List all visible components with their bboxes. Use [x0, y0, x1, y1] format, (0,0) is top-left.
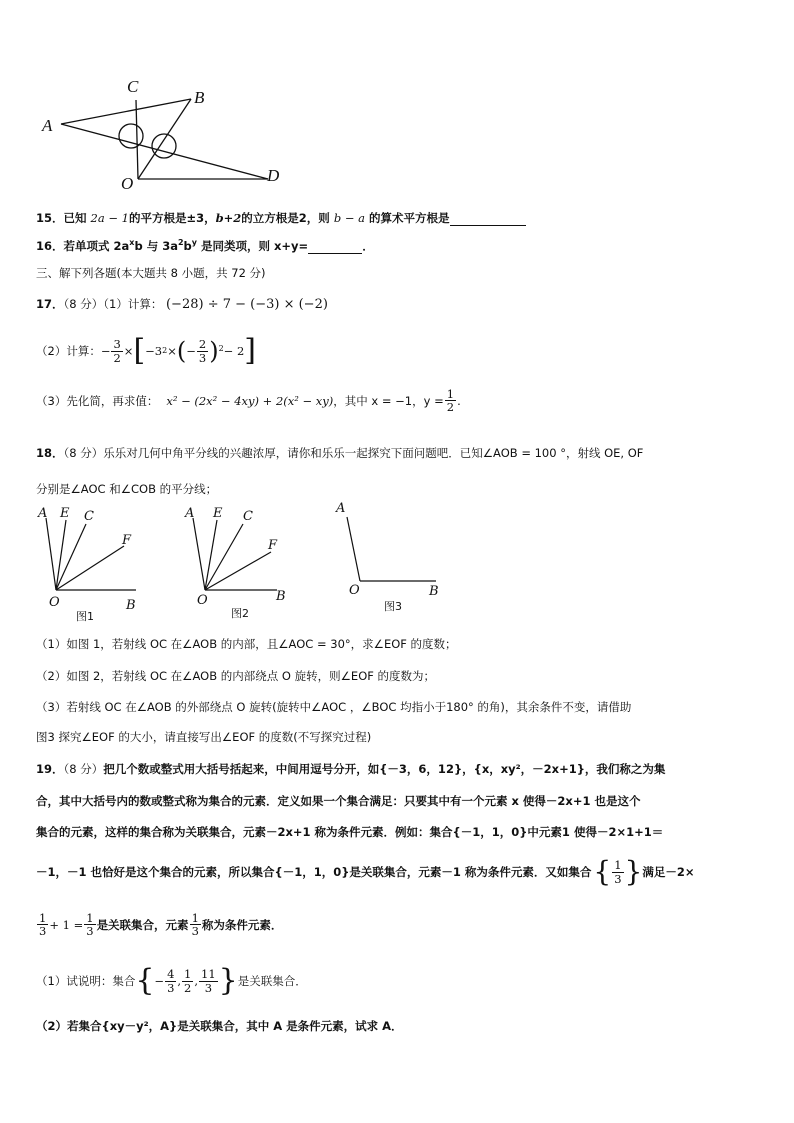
question-16: [36, 238, 374, 254]
q19-p1-comma-1: ,: [177, 974, 182, 988]
question-18-intro-2: 分别是∠AOC 和∠COB 的平分线；: [36, 482, 218, 496]
q17-p2-times: ×: [123, 344, 134, 358]
q15-number: 15．: [36, 211, 64, 225]
fig2-label-B: B: [276, 589, 286, 604]
q19-p1-label: （1）试说明：集合: [36, 974, 136, 988]
q17-p2-minus-2: −: [186, 344, 196, 358]
q19-p1-end: 是关联集合．: [237, 974, 307, 988]
fig2-label-O: O: [197, 593, 208, 608]
question-17-part-1: [36, 296, 328, 312]
q18-part-2-text: （2）如图 2，若射线 OC 在∠AOB 的内部绕点 O 旋转，则∠EOF 的度数为；: [36, 669, 436, 683]
q19-part-1: [36, 963, 307, 998]
q15-text-4: 的算术平方根是: [369, 211, 450, 225]
q15-expr-2: b+2: [215, 211, 242, 225]
fig1-label-B: B: [126, 598, 136, 613]
fig1-label-F: F: [122, 533, 132, 548]
q19-l4-brace-open: {: [593, 855, 612, 888]
q16-text-3: b: [183, 239, 192, 253]
q16-sup-1: x: [129, 238, 135, 248]
q19-line-4: [36, 855, 695, 888]
fig2-label-A: A: [185, 506, 195, 521]
q18-intro-text: 乐乐对几何中角平分线的兴趣浓厚，请你和乐乐一起探究下面问题吧．已知∠AOB = 100 °，射线 OE, OF: [103, 446, 644, 460]
fig1-label-E: E: [60, 506, 70, 521]
q18-number: 18．: [36, 446, 64, 460]
q18-figure-2: [185, 508, 295, 598]
q17-number: 17．: [36, 297, 64, 311]
q17-p2-label: （2）计算：: [36, 344, 101, 358]
fig2-label-C: C: [243, 509, 253, 524]
question-17-part-2: [36, 333, 256, 368]
fig2-label-F: F: [268, 538, 278, 553]
q19-line-3: 集合的元素，这样的集合称为关联集合，元素－2x+1 称为条件元素．例如：集合{－1，1，0}中元素1 使得－2×1+1＝: [36, 825, 664, 839]
q17-p3-fraction: $\frac{1}{2}$: [446, 387, 455, 415]
q19-line-5: [36, 912, 282, 937]
fig3-caption: 图3: [384, 600, 402, 613]
q18-part-3a: （3）若射线 OC 在∠AOB 的外部绕点 O 旋转(旋转中∠AOC ，∠BOC 均指小于180° 的角)，其余条件不变，请借助: [36, 700, 632, 714]
q17-p2-paren-open: (: [176, 337, 187, 365]
q17-p3-end: .: [457, 393, 461, 408]
top-label-O: O: [121, 174, 134, 193]
q17-p1-label: （1）计算：: [103, 297, 163, 311]
q15-answer-blank[interactable]: [450, 213, 526, 226]
top-label-D: D: [267, 166, 280, 185]
q16-text-4: 是同类项，则 x+y=: [197, 239, 309, 253]
q17-p2-bracket-close: ]: [244, 333, 256, 368]
q18-part-1: （1）如图 1，若射线 OC 在∠AOB 的内部，且∠AOC = 30°，求∠EOF 的度数；: [36, 637, 457, 651]
q19-line-4-end: 满足－2×: [642, 865, 695, 879]
q17-p1-expression: (−28) ÷ 7 − (−3) × (−2): [165, 297, 328, 312]
q19-number: 19．: [36, 762, 64, 776]
q17-score: （8 分）: [63, 297, 104, 311]
q19-l5-mid: + 1 =: [49, 917, 84, 932]
q17-p3-label: （3）先化简，再求值：: [36, 393, 159, 408]
q19-line-1: [36, 761, 665, 777]
q17-p2-term-exp: 2: [162, 346, 168, 355]
top-label-A: A: [42, 116, 53, 135]
q17-p2-fraction-1: $\frac{3}{2}$: [113, 337, 121, 365]
question-17-part-3: [36, 388, 461, 413]
fig1-label-O: O: [49, 595, 60, 610]
q17-p2-term: −3: [145, 344, 163, 358]
q16-sup-2: 2: [177, 238, 184, 248]
q19-p1-comma-2: ,: [194, 974, 199, 988]
q19-p1-brace-close: }: [218, 963, 238, 998]
q18-part-2: [36, 668, 435, 684]
section-3-heading: 三、解下列各题(本大题共 8 小题，共 72 分): [36, 266, 266, 280]
q17-p3-expression: x² − (2x² − 4xy) + 2(x² − xy): [166, 393, 334, 408]
q16-sup-3: y: [191, 238, 197, 248]
fig1-label-C: C: [84, 509, 94, 524]
q19-l5-fraction-1: $\frac{1}{3}$: [39, 911, 47, 939]
q17-p2-fraction-2: $\frac{2}{3}$: [198, 337, 207, 365]
q19-l5-fraction-2: $\frac{1}{3}$: [86, 911, 94, 939]
q19-l4-fraction: $\frac{1}{3}$: [614, 858, 622, 886]
fig1-caption: 图1: [76, 610, 94, 623]
q16-end: ．: [362, 239, 374, 253]
q19-line-1-text: 把几个数或整式用大括号括起来，中间用逗号分开，如{－3，6，12}，{x，xy²，－2x+1}，我们称之为集: [103, 762, 666, 776]
q19-line-2: 合，其中大括号内的数或整式称为集合的元素．定义如果一个集合满足：只要其中有一个元素 x 使得－2x+1 也是这个: [36, 794, 641, 808]
q17-p2-minus: −: [100, 344, 111, 358]
q19-p1-fraction-1: $\frac{4}{3}$: [167, 967, 175, 995]
q17-p2-bracket-open: [: [133, 333, 146, 368]
q16-text-1: 若单项式 2a: [63, 239, 130, 253]
q19-p2-text: （2）若集合{xy－y²，A}是关联集合，其中 A 是条件元素，试求 A．: [36, 1019, 403, 1033]
fig3-label-A: A: [336, 501, 346, 516]
q17-p2-minus-two: − 2: [223, 344, 245, 358]
q15-text-1: 已知: [63, 211, 87, 225]
q17-p2-paren-close: ): [209, 337, 219, 365]
q19-p1-fraction-2: $\frac{1}{2}$: [184, 967, 192, 995]
q17-p3-where: ，其中 x = −1，y =: [333, 393, 444, 408]
q19-part-2: [36, 1018, 403, 1034]
q15-expr-1: 2a − 1: [90, 211, 129, 225]
q15-text-3: 的立方根是2，则: [241, 211, 330, 225]
q16-text-2: b 与 3a: [134, 239, 178, 253]
top-label-C: C: [127, 77, 139, 96]
q15-expr-3: b − a: [333, 211, 365, 225]
q16-number: 16．: [36, 239, 64, 253]
top-geometry-figure: [36, 74, 296, 194]
q19-l4-brace-close: }: [624, 855, 643, 888]
q19-line-4-text: －1，－1 也恰好是这个集合的元素，所以集合{－1，1，0}是关联集合，元素－1 称为条件元素．又如集合: [36, 865, 592, 879]
q16-answer-blank[interactable]: [308, 241, 362, 254]
q19-l5-text: 是关联集合，元素: [96, 917, 189, 932]
fig2-label-E: E: [213, 506, 223, 521]
fig2-caption: 图2: [231, 607, 249, 620]
q19-p1-fraction-3: $\frac{11}{3}$: [201, 967, 216, 995]
q19-score: （8 分）: [63, 762, 104, 776]
top-label-B: B: [194, 88, 205, 107]
q15-text-2: 的平方根是±3，: [128, 211, 216, 225]
q19-p1-brace-open: {: [135, 963, 155, 998]
fig3-label-B: B: [429, 584, 439, 599]
question-18-intro: [36, 445, 643, 461]
q18-score: （8 分）: [63, 446, 104, 460]
q19-l5-fraction-3: $\frac{1}{3}$: [191, 911, 199, 939]
fig3-label-O: O: [349, 583, 360, 598]
q17-p2-exp: 2: [218, 344, 224, 353]
fig1-label-A: A: [38, 506, 48, 521]
q18-part-3b: 图3 探究∠EOF 的大小，请直接写出∠EOF 的度数(不写探究过程): [36, 730, 372, 744]
q19-p1-minus: −: [154, 974, 165, 988]
q19-l5-end: 称为条件元素．: [201, 917, 283, 932]
q18-figure-3: [335, 505, 445, 590]
question-15: [36, 210, 526, 226]
q17-p2-times-2: ×: [167, 344, 177, 358]
